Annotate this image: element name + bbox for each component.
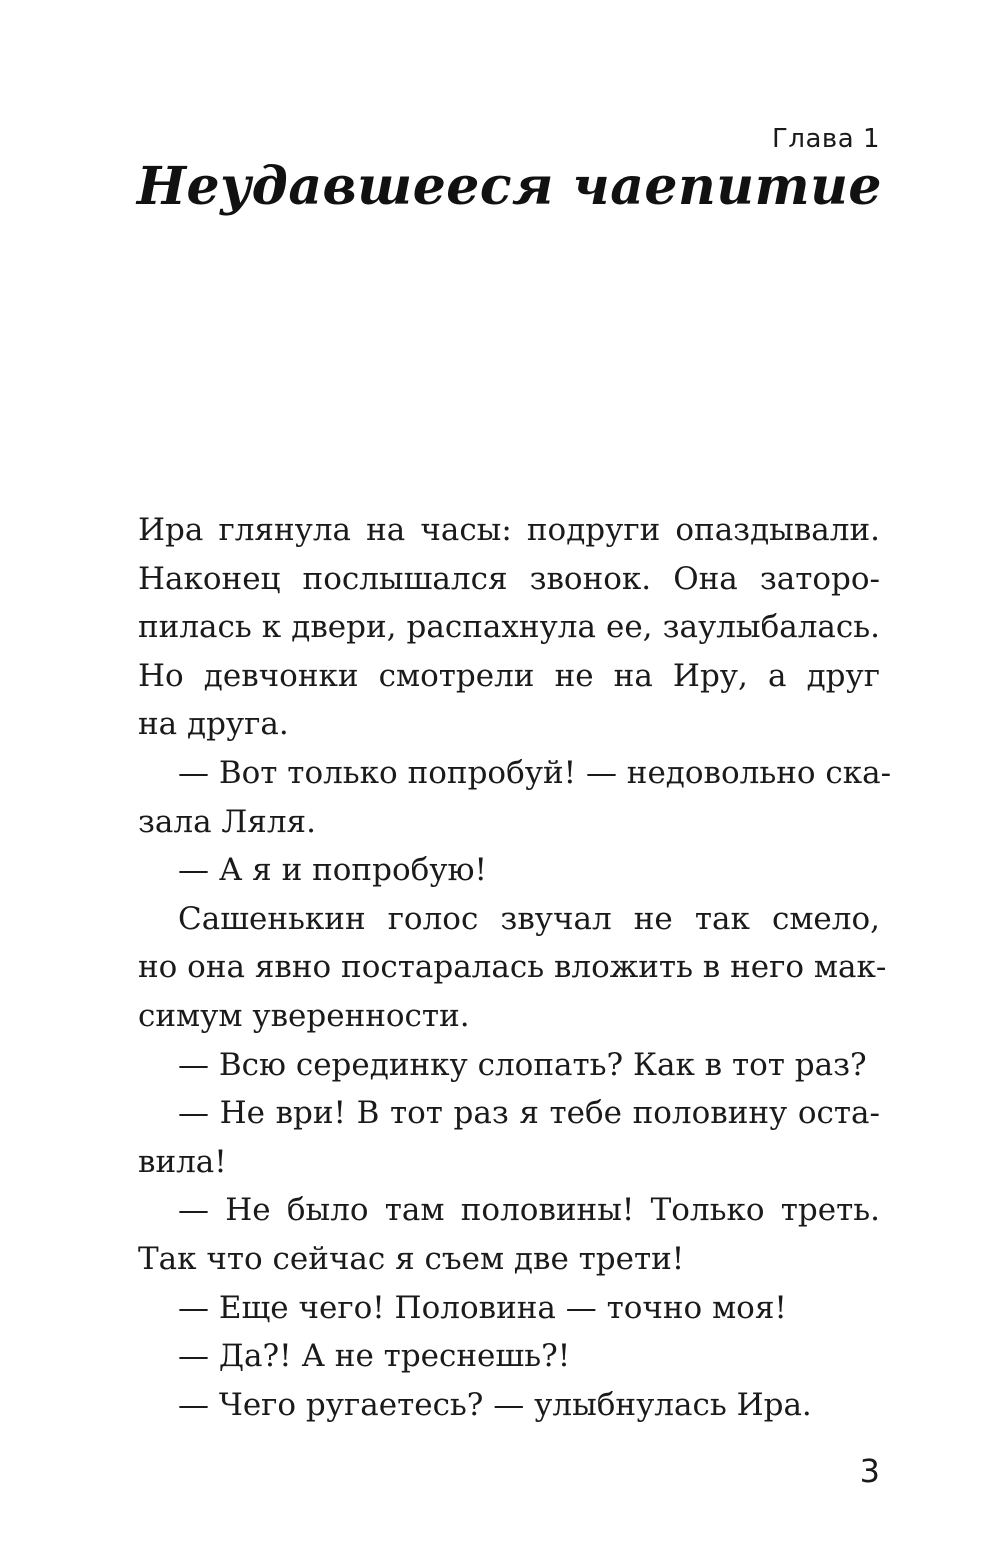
chapter-title: Неудавшееся чаепитие xyxy=(136,156,882,217)
text-line: — Чего ругаетесь? — улыбнулась Ира. xyxy=(178,1386,812,1423)
chapter-label: Глава 1 xyxy=(772,124,880,154)
text-line: Но девчонки смотрели не на Иру, а друг xyxy=(138,657,880,694)
text-line: — А я и попробую! xyxy=(178,852,487,889)
text-line: но она явно постаралась вложить в него мак- xyxy=(138,949,887,986)
text-line: симум уверенности. xyxy=(138,997,470,1034)
text-line: — Не ври! В тот раз я тебе половину оста- xyxy=(178,1095,880,1132)
text-line: пилась к двери, распахнула ее, заулыбалась. xyxy=(138,609,880,646)
text-line: — Всю серединку слопать? Как в тот раз? xyxy=(178,1046,867,1083)
text-line: — Да?! А не треснешь?! xyxy=(178,1338,571,1375)
text-line: Так что сейчас я съем две трети! xyxy=(138,1240,685,1277)
text-line: Сашенькин голос звучал не так смело, xyxy=(178,900,880,937)
text-line: — Еще чего! Половина — точно моя! xyxy=(178,1289,787,1326)
text-line: на друга. xyxy=(138,706,289,743)
text-line: вила! xyxy=(138,1143,227,1180)
text-line: — Вот только попробуй! — недовольно ска- xyxy=(178,754,892,791)
text-line: Наконец послышался звонок. Она заторо- xyxy=(138,560,880,597)
text-line: — Не было там половины! Только треть. xyxy=(178,1192,880,1229)
text-line: Ира глянула на часы: подруги опаздывали. xyxy=(138,512,880,548)
page-number: 3 xyxy=(859,1452,880,1490)
body-text xyxy=(138,506,892,1429)
text-line: зала Ляля. xyxy=(138,803,316,840)
